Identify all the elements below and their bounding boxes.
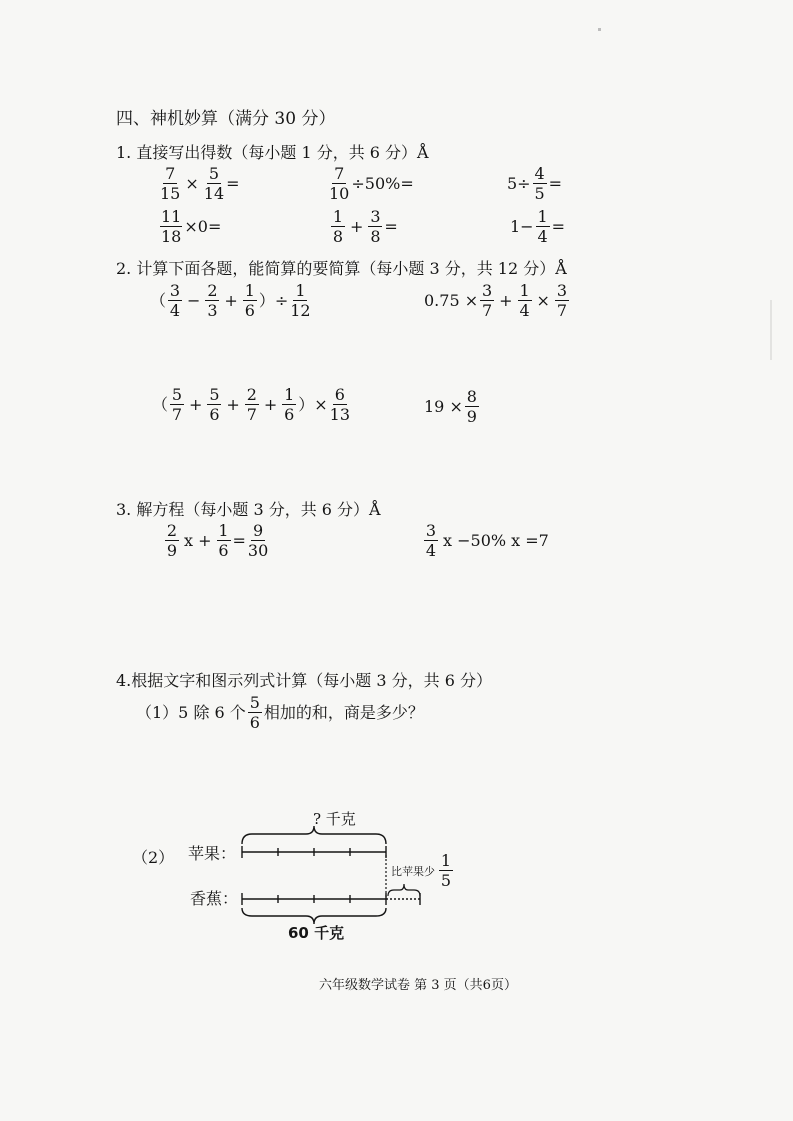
page-footer: 六年级数学试卷 第 3 页（共6页） [319, 978, 517, 993]
less-than-apple-label: 比苹果少 $\frac{1}{5}$ [391, 851, 452, 890]
banana-label: 香蕉： [190, 889, 239, 908]
fraction: $\frac{7}{10}$ [329, 164, 350, 203]
q3-problem-2: $\frac{3}{4}$ x −50% x =7 [425, 521, 549, 560]
fraction: $\frac{3}{7}$ [556, 281, 568, 320]
q4-sub1: （1）5 除 6 个 $\frac{5}{6}$ 相加的和，商是多少？ [136, 693, 424, 732]
fraction: $\frac{6}{13}$ [329, 385, 351, 424]
q1-problem-6: 1− $\frac{1}{4}$ = [510, 207, 565, 246]
q2-problem-4: 19 × $\frac{8}{9}$ [424, 387, 477, 426]
q2-title: 2. 计算下面各题，能简算的要简算（每小题 3 分，共 12 分）Å [116, 259, 567, 278]
fraction: $\frac{9}{30}$ [247, 521, 269, 560]
fraction: $\frac{3}{8}$ [370, 207, 381, 246]
section-title: 四、神机妙算（满分 30 分） [116, 109, 336, 129]
fraction: $\frac{5}{14}$ [203, 164, 225, 203]
fraction: $\frac{7}{15}$ [160, 164, 181, 203]
q1-problem-3: 5÷ $\frac{4}{5}$ = [507, 164, 562, 203]
fraction: $\frac{1}{4}$ [537, 207, 548, 246]
fraction: $\frac{1}{8}$ [332, 207, 344, 246]
fraction: $\frac{1}{6}$ [284, 385, 295, 424]
fraction: $\frac{8}{9}$ [466, 387, 477, 426]
fraction: $\frac{2}{7}$ [246, 385, 257, 424]
fraction: $\frac{3}{4}$ [169, 281, 181, 320]
fraction: $\frac{1}{4}$ [519, 281, 530, 320]
fraction: $\frac{11}{18}$ [161, 207, 182, 246]
fraction: $\frac{2}{9}$ [166, 521, 178, 560]
q2-problem-2: 0.75 × $\frac{3}{7}$ + $\frac{1}{4}$ × $\frac{3}{7}$ [424, 281, 568, 320]
fraction: $\frac{3}{4}$ [425, 521, 437, 560]
fraction: $\frac{3}{7}$ [482, 281, 493, 320]
fraction: $\frac{5}{6}$ [209, 385, 220, 424]
bottom-brace-label: 60 千克 [288, 924, 345, 942]
q1-title: 1. 直接写出得数（每小题 1 分，共 6 分）Å [116, 143, 429, 162]
fraction: $\frac{1}{6}$ [244, 281, 255, 320]
fraction: $\frac{1}{5}$ [440, 851, 452, 890]
fraction: $\frac{4}{5}$ [534, 164, 545, 203]
fraction: $\frac{1}{12}$ [290, 281, 311, 320]
q4-title: 4.根据文字和图示列式计算（每小题 3 分，共 6 分） [116, 671, 492, 690]
fraction: $\frac{1}{6}$ [218, 521, 229, 560]
q1-problem-5: $\frac{1}{8}$ + $\frac{3}{8}$ = [332, 207, 398, 246]
fraction: $\frac{2}{3}$ [207, 281, 218, 320]
q1-problem-4: $\frac{11}{18}$ ×0= [161, 207, 222, 246]
q2-problem-1: （ $\frac{3}{4}$ − $\frac{2}{3}$ + $\frac{1}{6}$ ）÷ $\frac{1}{12}$ [150, 281, 311, 320]
top-brace-label: ? 千克 [313, 810, 356, 828]
scan-speck [598, 28, 601, 31]
fraction: $\frac{5}{6}$ [249, 693, 260, 732]
apple-label: 苹果： [188, 844, 237, 863]
q3-title: 3. 解方程（每小题 3 分，共 6 分）Å [116, 500, 381, 519]
fraction: $\frac{5}{7}$ [171, 385, 183, 424]
q4-sub2-label: （2） [132, 848, 175, 867]
q1-problem-1: $\frac{7}{15}$ × $\frac{5}{14}$ = [160, 164, 240, 203]
q2-problem-3: （ $\frac{5}{7}$ + $\frac{5}{6}$ + $\frac{2}{7}$ + $\frac{1}{6}$ ）× $\frac{6}{13}$ [152, 385, 351, 424]
q3-problem-1: $\frac{2}{9}$ x + $\frac{1}{6}$ = $\frac{9}{30}$ [166, 521, 269, 560]
q1-problem-2: $\frac{7}{10}$ ÷50%= [329, 164, 414, 203]
scan-speck [770, 300, 772, 360]
